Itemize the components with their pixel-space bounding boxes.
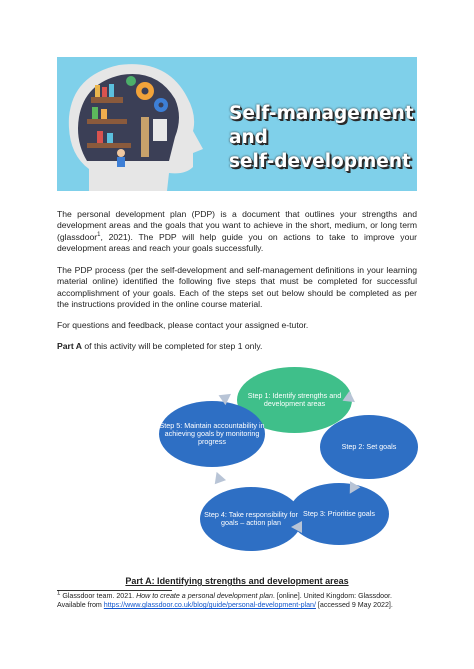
arrow-3-to-4-icon xyxy=(291,521,302,533)
process-paragraph: The PDP process (per the self-development and self-management definitions in your learning material online) identified the following five steps that must be completed for successful accomplishment of your goals. Each of the steps set out below should be completed as per the instructions provided in the online course material. xyxy=(57,265,417,310)
step-5-label: Step 5: Maintain accountability in achieving goals by monitoring progress xyxy=(159,420,265,447)
part-a-label: Part A xyxy=(57,341,82,351)
step-3-node xyxy=(289,483,389,545)
step-4-label: Step 4: Take responsibility for goals – action plan xyxy=(204,509,298,527)
ladder-rail xyxy=(141,117,149,157)
shelf-top xyxy=(91,97,123,103)
step-2-label: Step 2: Set goals xyxy=(341,441,397,451)
footnote-divider xyxy=(57,590,172,591)
shelf-bottom xyxy=(87,143,131,148)
intro-text: The personal development plan (PDP) is a document that outlines your strengths and development areas and the goals that you want to achieve in the short, medium, or long term (glassdoor xyxy=(57,209,417,242)
footnote xyxy=(57,592,417,611)
footnote-title: How to create a personal development plan xyxy=(136,592,273,600)
step-4-node xyxy=(200,487,302,551)
intro-paragraph xyxy=(57,209,417,255)
section-heading: Part A: Identifying strengths and development areas xyxy=(125,576,349,586)
footnote-ref[interactable]: 1 xyxy=(97,231,101,238)
footnote-prefix: Glassdoor team. 2021. xyxy=(60,592,137,600)
header-banner xyxy=(57,57,417,191)
footnote-suffix: . [online]. United Kingdom: Glassdoor. Available from xyxy=(57,592,392,610)
footnote-accessed: [accessed 9 May 2022]. xyxy=(315,601,393,610)
board xyxy=(153,119,167,141)
step-2-node xyxy=(320,415,418,479)
gear-green-icon xyxy=(126,76,136,86)
intro-text-cont: , 2021). The PDP will help guide you on actions to take to improve your development areas and reach your goals successfully. xyxy=(57,231,417,254)
gear-small-icon xyxy=(154,98,168,112)
step-5-node xyxy=(159,401,265,467)
pdp-cycle-diagram xyxy=(57,357,417,569)
footnote-mark: 1 xyxy=(57,590,61,597)
person-body xyxy=(117,157,125,167)
step-1-label: Step 1: Identify strengths and development areas xyxy=(247,390,342,408)
gear-icon xyxy=(136,82,154,100)
contact-paragraph: For questions and feedback, please contact your assigned e-tutor. xyxy=(57,320,309,330)
shelf-middle xyxy=(87,119,127,124)
banner-title xyxy=(229,102,415,174)
banner-title-line-2: self-development xyxy=(229,151,411,172)
part-a-note xyxy=(57,341,417,352)
person-head xyxy=(117,149,125,157)
step-3-label: Step 3: Prioritise goals xyxy=(303,508,375,518)
footnote-link[interactable]: https://www.glassdoor.co.uk/blog/guide/personal-development-plan/ xyxy=(103,601,316,610)
part-a-text: of this activity will be completed for step 1 only. xyxy=(82,341,263,351)
arrow-4-to-5-icon xyxy=(211,470,226,484)
banner-title-line-1: Self-management and xyxy=(229,103,414,148)
head-illustration xyxy=(57,57,227,191)
